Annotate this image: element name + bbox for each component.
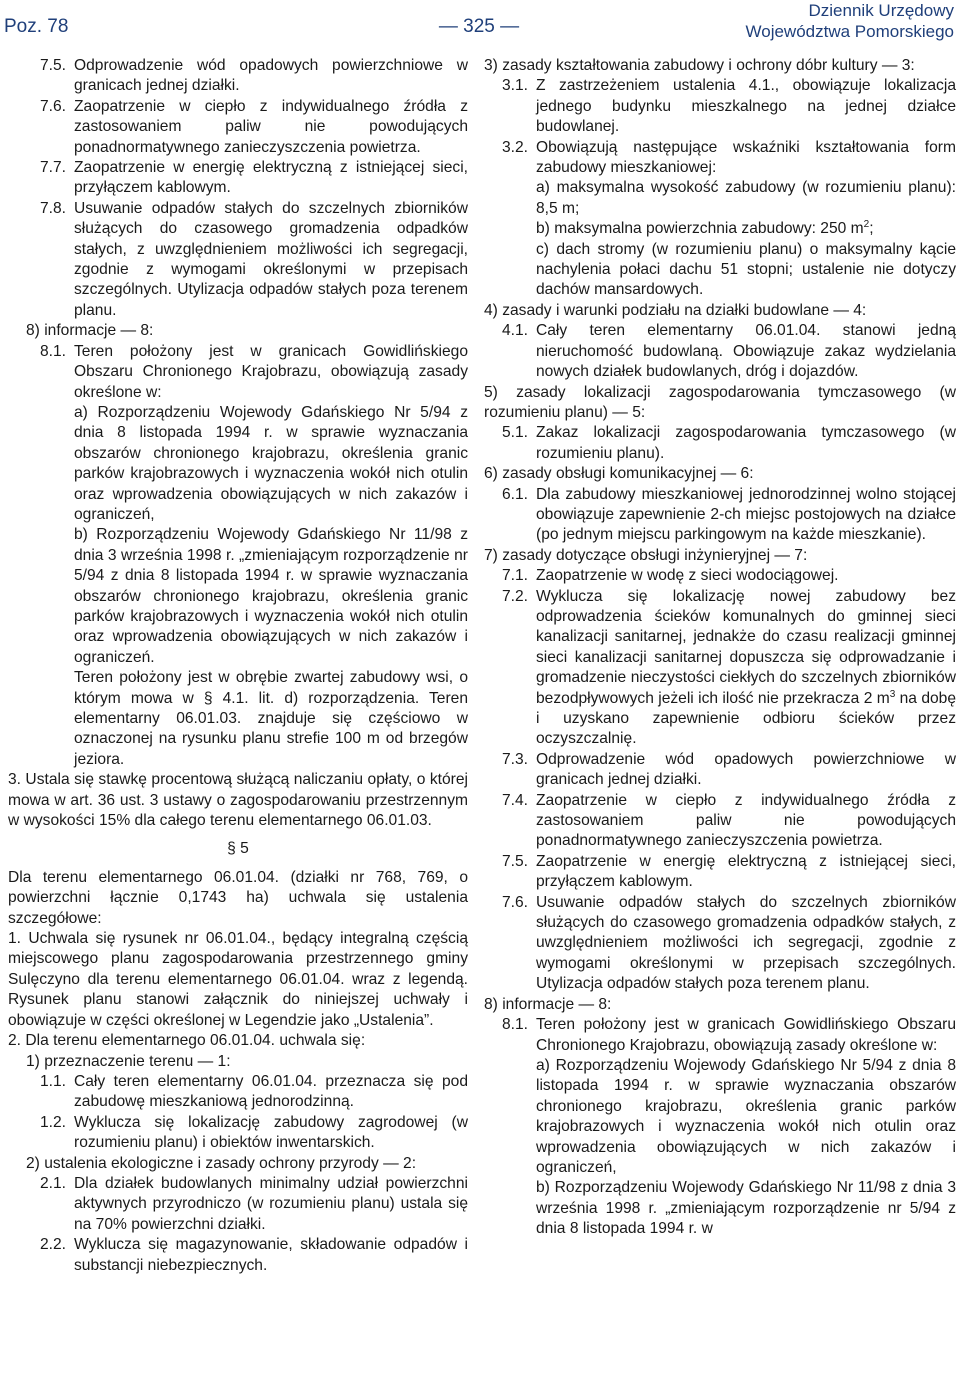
item-text: Cały teren elementarny 06.01.04. przeznacza się pod zabudowę mieszkaniową jednorodzinną.	[74, 1072, 468, 1111]
item-number: 1.2.	[40, 1113, 67, 1131]
item-number: 8.1.	[502, 1016, 529, 1034]
item-text: a) Rozporządzeniu Wojewody Gdańskiego Nr 5/94 z dnia 8 listopada 1994 r. w sprawie wyznaczania obszarów chronionego krajobrazu, określenia granic parków krajobrazowych i wyznaczenia wokół nich otulin oraz wprowadzenia obowiązujących w nich zakazów i ograniczeń,	[536, 1056, 956, 1176]
item-2-2	[40, 1235, 468, 1276]
section-heading: 1) przeznaczenie terenu — 1:	[26, 1052, 231, 1070]
item-number: 7.4.	[502, 791, 529, 809]
item-text: b) Rozporządzeniu Wojewody Gdańskiego Nr 11/98 z dnia 3 września 1998 r. „zmieniającym rozporządzenie nr 5/94 z dnia 8 listopada 1994 r. w sprawie wyznaczania obszarów chronionego krajobrazu, określenia granic parków krajobrazowych i wyznaczenia wokół nich otulin oraz wprowadzenia obowiązujących w nich zakazów i ograniczeń.	[74, 526, 468, 666]
item-text: Dla zabudowy mieszkaniowej jednorodzinnej wolno stojącej obowiązuje zapewnienie 2-ch miejsc postojowych na działce (po jednym miejscu parkingowym na każde mieszkanie).	[536, 485, 956, 544]
item-8-1	[40, 342, 468, 403]
text-run: b) maksymalna powierzchnia zabudowy: 250 m	[536, 220, 864, 238]
left-column	[2, 56, 468, 1276]
item-text: Zaopatrzenie w ciepło z indywidualnego źródła z zastosowaniem paliw nie powodujących ponadnormatywnego zanieczyszczenia powietrza.	[74, 97, 468, 156]
item-text: b) Rozporządzeniu Wojewody Gdańskiego Nr 11/98 z dnia 3 września 1998 r. „zmieniającym rozporządzenie nr 5/94 z dnia 8 listopada 1994 r. w	[536, 1179, 956, 1238]
item-number: 7.6.	[40, 97, 67, 115]
item-text: Z zastrzeżeniem ustalenia 4.1., obowiązuje lokalizacja jednego budynku mieszkalnego na jednej działce budowlanej.	[536, 77, 956, 136]
item-3-1	[502, 76, 956, 137]
item-6-1	[502, 485, 956, 546]
paragraph: 1. Uchwala się rysunek nr 06.01.04., będący integralną częścią miejscowego planu zagospodarowania przestrzennego gminy Sulęczyno dla terenu elementarnego 06.01.04. wraz z legendą. Rysunek planu stanowi załącznik do niniejszej uchwały i obowiązuje w części określonej w Legendzie jako „Ustalenia”.	[8, 930, 468, 1029]
journal-title-line1: Dziennik Urzędowy	[808, 1, 954, 20]
item-7-4	[502, 791, 956, 852]
item-7-2	[502, 587, 956, 750]
item-text: Zaopatrzenie w energię elektryczną z istniejącej sieci, przyłączem kablowym.	[536, 852, 956, 891]
item-7-5	[40, 56, 468, 97]
item-text	[536, 587, 956, 750]
item-number: 6.1.	[502, 485, 529, 503]
item-3-2	[502, 138, 956, 179]
section-heading: 8) informacje — 8:	[26, 322, 154, 340]
item-number: 1.1.	[40, 1072, 67, 1090]
item-number: 7.8.	[40, 199, 67, 217]
item-number: 8.1.	[40, 342, 67, 360]
item-8-1	[502, 1015, 956, 1056]
item-7-5	[502, 852, 956, 893]
item-text: Usuwanie odpadów stałych do szczelnych zbiorników służących do czasowego gromadzenia odpadków stałych, z uwzględnieniem możliwości ich segregacji, zgodnie z wymogami określonymi w przepisach szczególnych. Utylizacja odpadów stałych poza terenem planu.	[536, 893, 956, 993]
section-heading: 4) zasady i warunki podziału na działki budowlane — 4:	[484, 301, 867, 319]
item-text: Teren położony jest w granicach Gowidlińskiego Obszaru Chronionego Krajobrazu, obowiązują zasady określone w:	[74, 342, 468, 401]
item-text: Dla działek budowlanych minimalny udział powierzchni aktywnych przyrodniczo (w rozumieniu planu) ustala się na 70% powierzchni działki.	[74, 1174, 468, 1233]
right-column	[484, 56, 956, 1276]
section-heading: 8) informacje — 8:	[484, 995, 612, 1013]
item-text: Zaopatrzenie w wodę z sieci wodociągowej.	[536, 567, 839, 585]
journal-title	[746, 0, 955, 42]
superscript: 3	[889, 688, 896, 700]
item-text: Zaopatrzenie w energię elektryczną z istniejącej sieci, przyłączem kablowym.	[74, 159, 468, 197]
superscript: 2	[863, 219, 870, 231]
item-text: Wyklucza się lokalizację zabudowy zagrodowej (w rozumieniu planu) i obiektów inwentarskich.	[74, 1113, 468, 1152]
item-text: Odprowadzenie wód opadowych powierzchniowe w granicach jednej działki.	[536, 750, 956, 789]
item-7-6	[40, 97, 468, 158]
section-heading: 6) zasady obsługi komunikacyjnej — 6:	[484, 465, 754, 483]
section-title: § 5	[227, 840, 249, 858]
paragraph: 3. Ustala się stawkę procentową służącą naliczaniu opłaty, o której mowa w art. 36 ust. 3 ustawy o zagospodarowaniu przestrzennym w wysokości 15% dla całego terenu elementarnego 06.01.03.	[8, 771, 468, 830]
item-number: 7.1.	[502, 567, 529, 585]
text-run: Wyklucza się lokalizację nowej zabudowy bez odprowadzenia ścieków komunalnych do gminnej sieci kanalizacji sanitarnej, jednakże do czasu realizacji gminnej sieci kanalizacji sanitarnej dopuszcza się odprowadzanie i gromadzenie nieczystości ciekłych do szczelnych zbiorników bezodpływowych jeżeli ich ilość nie przekracza 2 m	[536, 587, 956, 707]
item-7-8	[40, 199, 468, 321]
item-text: a) Rozporządzeniu Wojewody Gdańskiego Nr 5/94 z dnia 8 listopada 1994 r. w sprawie wyznaczania obszarów chronionego krajobrazu, określenia granic parków krajobrazowych i wyznaczenia wokół nich otulin oraz wprowadzenia obowiązujących w nich zakazów i ograniczeń,	[74, 403, 468, 523]
item-number: 7.5.	[502, 852, 529, 870]
item-7-6	[502, 893, 956, 995]
item-text: Usuwanie odpadów stałych do szczelnych zbiorników służących do czasowego gromadzenia odpadków stałych, z uwzględnieniem możliwości ich segregacji, zgodnie z wymogami określonymi w przepisach szczególnych. Utylizacja odpadów stałych poza terenem planu.	[74, 199, 468, 319]
item-text: Zaopatrzenie w ciepło z indywidualnego źródła z zastosowaniem paliw nie powodujących ponadnormatywnego zanieczyszczenia powietrza.	[536, 791, 956, 850]
text-run: ;	[869, 220, 874, 238]
item-text: Cały teren elementarny 06.01.04. stanowi jedną nieruchomość budowlaną. Obowiązuje zakaz wydzielania nowych działek budowlanych, dróg i dojazdów.	[536, 322, 956, 381]
item-text: Zakaz lokalizacji zagospodarowania tymczasowego (w rozumieniu planu).	[536, 424, 956, 462]
section-heading: 7) zasady dotyczące obsługi inżynieryjnej — 7:	[484, 546, 808, 564]
item-number: 7.2.	[502, 587, 529, 605]
item-text	[536, 219, 956, 239]
item-4-1	[502, 321, 956, 382]
text-run: na dobę i uzyskano zapewnienie odbioru ścieków przez oczyszczalnię.	[536, 689, 957, 748]
item-number: 7.7.	[40, 159, 67, 177]
item-5-1	[502, 423, 956, 464]
page-header	[2, 0, 956, 56]
item-7-3	[502, 750, 956, 791]
item-number: 2.1.	[40, 1174, 67, 1192]
paragraph: Dla terenu elementarnego 06.01.04. (działki nr 768, 769, o powierzchni łącznie 0,1743 ha) uchwala się ustalenia szczegółowe:	[8, 868, 468, 927]
section-heading: 5) zasady lokalizacji zagospodarowania tymczasowego (w rozumieniu planu) — 5:	[484, 383, 956, 421]
item-number: 2.2.	[40, 1236, 67, 1254]
section-heading: 3) zasady kształtowania zabudowy i ochrony dóbr kultury — 3:	[484, 57, 915, 74]
item-number: 3.2.	[502, 138, 529, 156]
item-text: Wyklucza się magazynowanie, składowanie odpadów i substancji niebezpiecznych.	[74, 1236, 468, 1274]
position-number: Poz. 78	[4, 16, 69, 37]
item-7-1	[502, 566, 956, 586]
item-2-1	[40, 1174, 468, 1235]
item-number: 7.5.	[40, 57, 67, 74]
text-columns	[2, 56, 956, 1276]
section-heading: 2) ustalenia ekologiczne i zasady ochrony przyrody — 2:	[26, 1154, 417, 1172]
journal-title-line2: Województwa Pomorskiego	[745, 22, 954, 41]
item-text: Odprowadzenie wód opadowych powierzchniowe w granicach jednej działki.	[74, 57, 468, 95]
item-text: c) dach stromy (w rozumieniu planu) o maksymalny kącie nachylenia połaci dachu 51 stopni; ustalenie nie dotyczy dachów mansardowych.	[536, 240, 956, 299]
item-text: Obowiązują następujące wskaźniki kształtowania form zabudowy mieszkaniowej:	[536, 138, 956, 177]
paragraph: 2. Dla terenu elementarnego 06.01.04. uchwala się:	[8, 1032, 366, 1050]
item-1-2	[40, 1113, 468, 1154]
item-text: a) maksymalna wysokość zabudowy (w rozumieniu planu): 8,5 m;	[536, 179, 956, 217]
item-number: 7.3.	[502, 750, 529, 768]
item-number: 3.1.	[502, 77, 529, 95]
item-7-7	[40, 158, 468, 199]
item-text: Teren położony jest w granicach Gowidlińskiego Obszaru Chronionego Krajobrazu, obowiązują zasady określone w:	[536, 1016, 956, 1054]
item-number: 7.6.	[502, 893, 529, 911]
item-number: 5.1.	[502, 424, 529, 442]
item-1-1	[40, 1072, 468, 1113]
page-number: — 325 —	[438, 16, 520, 37]
item-number: 4.1.	[502, 322, 529, 340]
item-text: Teren położony jest w obrębie zwartej zabudowy wsi, o którym mowa w § 4.1. lit. d) rozporządzenia. Teren elementarny 06.01.03. znajduje się częściowo w oznaczonej na rysunku planu strefie 100 m od brzegów jeziora.	[74, 669, 468, 768]
